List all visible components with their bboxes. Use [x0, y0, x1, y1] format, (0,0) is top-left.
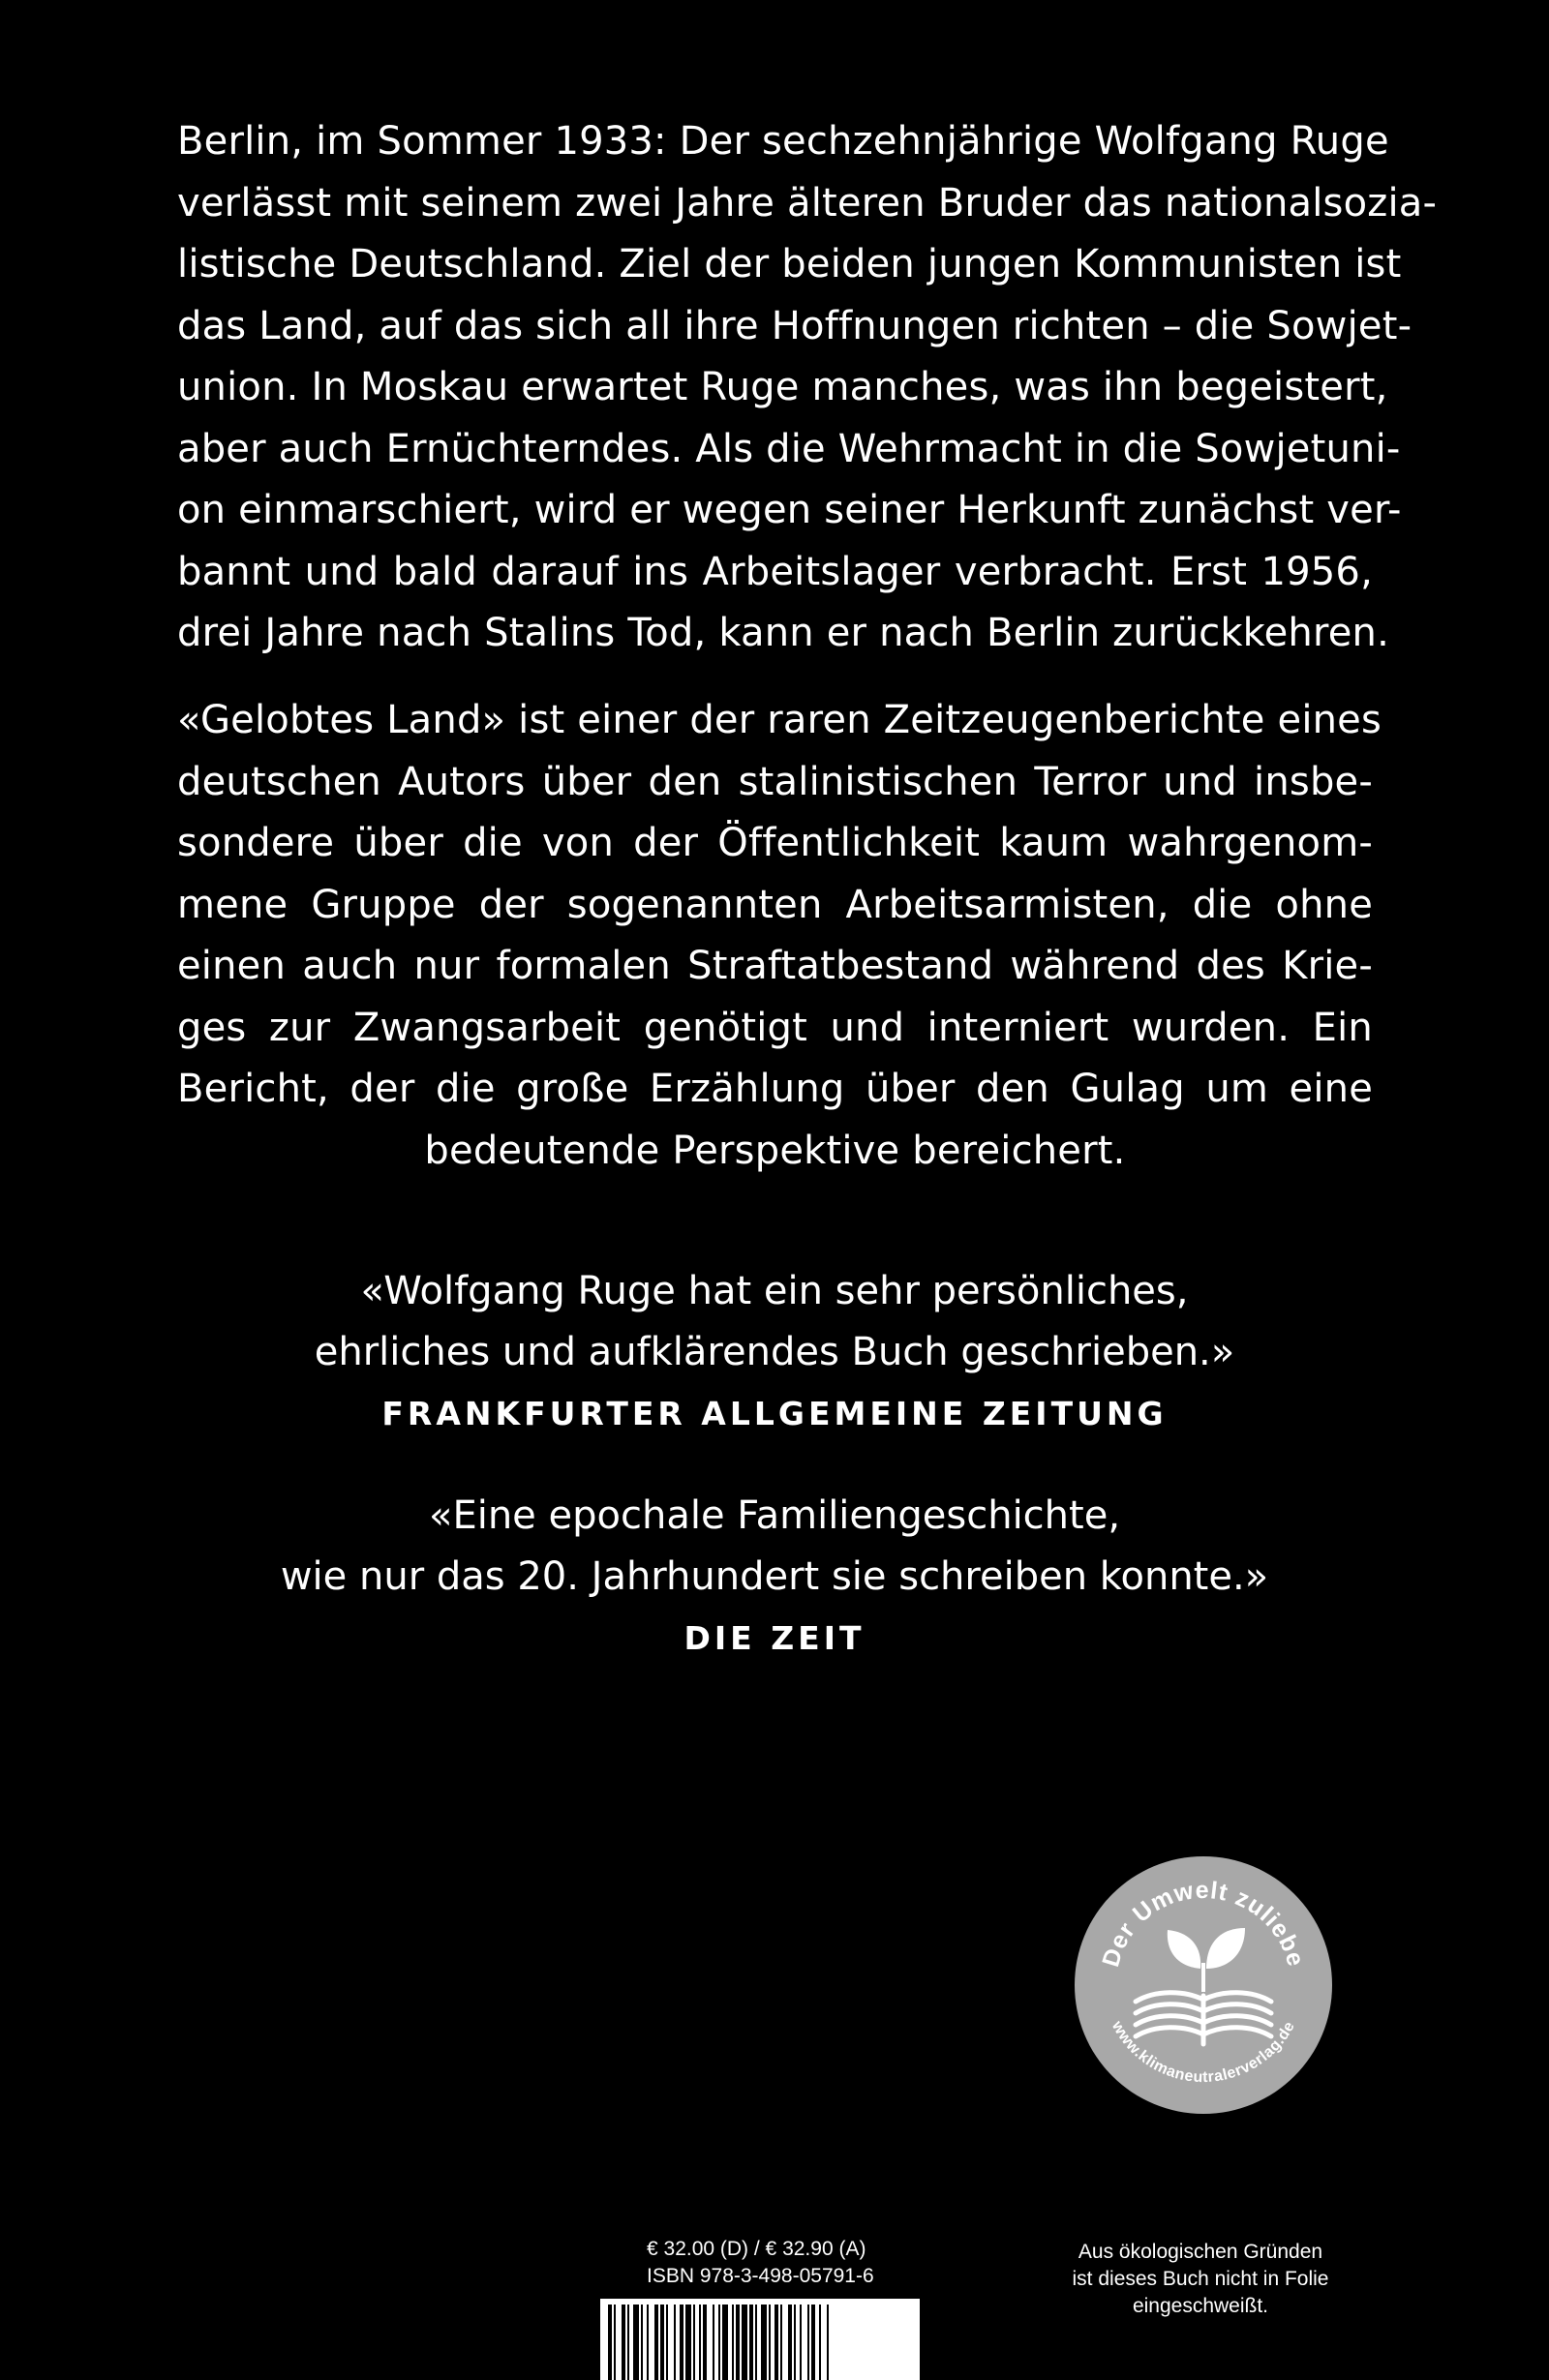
barcode-bar: [811, 2305, 815, 2380]
barcode-bar: [769, 2305, 771, 2380]
eco-seal: [1073, 1854, 1334, 2116]
barcode-bar: [732, 2305, 734, 2380]
text-line: bannt und bald darauf ins Arbeitslager verbracht. Erst 1956,: [177, 549, 1373, 594]
barcode-bar: [627, 2305, 629, 2380]
barcode-bar: [693, 2305, 695, 2380]
barcode-icon: [600, 2299, 920, 2380]
barcode-bar: [807, 2305, 809, 2380]
barcode-bar: [622, 2305, 625, 2380]
barcode-bar: [641, 2305, 643, 2380]
text-line: Bericht, der die große Erzählung über den Gulag um eine: [177, 1067, 1373, 1111]
press-quote-zeit: [0, 1486, 1549, 1666]
barcode-bar: [755, 2305, 757, 2380]
price-label: € 32.00 (D) / € 32.90 (A): [647, 2238, 866, 2260]
barcode-bar: [685, 2305, 691, 2380]
text-line: aber auch Ernüchterndes. Als die Wehrmacht in die Sowjetuni-: [177, 426, 1401, 471]
text-line: bedeutende Perspektive bereichert.: [424, 1128, 1126, 1173]
barcode-bar: [666, 2305, 668, 2380]
text-line: deutschen Autors über den stalinistischen Terror und insbe-: [177, 759, 1373, 804]
text-line: verlässt mit seinem zwei Jahre älteren Bruder das nationalsozia-: [177, 180, 1438, 226]
barcode-bar: [699, 2305, 701, 2380]
text-line: listische Deutschland. Ziel der beiden jungen Kommunisten ist: [177, 242, 1402, 286]
eco-note-line: eingeschweißt.: [1132, 2295, 1269, 2317]
text-line: on einmarschiert, wird er wegen seiner Herkunft zunächst ver-: [177, 488, 1402, 532]
price-isbn-block: [647, 2236, 874, 2290]
text-line: mene Gruppe der sogenannten Arbeitsarmisten, die ohne: [177, 882, 1373, 927]
description-paragraph-1: [177, 111, 1438, 665]
text-line: das Land, auf das sich all ihre Hoffnungen richten – die Sowjet-: [177, 303, 1412, 348]
barcode-bar: [794, 2305, 796, 2380]
description-paragraph-2: [177, 690, 1382, 1182]
text-line: ges zur Zwangsarbeit genötigt und interniert wurden. Ein: [177, 1005, 1373, 1050]
barcode-bar: [722, 2305, 728, 2380]
barcode-bar: [647, 2305, 649, 2380]
quote-line: ehrliches und aufklärendes Buch geschrieben.»: [314, 1330, 1235, 1374]
barcode-bar: [674, 2305, 676, 2380]
text-line: sondere über die von der Öffentlichkeit kaum wahrgenom-: [177, 821, 1373, 865]
barcode-bar: [749, 2305, 753, 2380]
quote-line: «Eine epochale Familiengeschichte,: [428, 1493, 1121, 1538]
barcode-bar: [713, 2305, 714, 2380]
barcode-bar: [827, 2305, 829, 2380]
barcode-bar: [742, 2305, 747, 2380]
barcode-bar: [654, 2305, 658, 2380]
barcode-bar: [633, 2305, 639, 2380]
text-line: «Gelobtes Land» ist einer der raren Zeitzeugenberichte eines: [177, 698, 1382, 742]
barcode-bar: [608, 2305, 612, 2380]
barcode-bar: [774, 2305, 778, 2380]
barcode-bar: [660, 2305, 664, 2380]
text-line: einen auch nur formalen Straftatbestand während des Krie-: [177, 944, 1373, 988]
eco-note-line: ist dieses Buch nicht in Folie: [1072, 2268, 1329, 2290]
isbn-label: ISBN 978-3-498-05791-6: [647, 2265, 874, 2287]
barcode-bar: [800, 2305, 802, 2380]
barcode-bar: [819, 2305, 821, 2380]
barcode-bar: [736, 2305, 740, 2380]
seal-top-text: Der Umwelt zuliebe: [1097, 1876, 1310, 1971]
text-line: drei Jahre nach Stalins Tod, kann er nach Berlin zurückkehren.: [177, 611, 1390, 655]
text-line: Berlin, im Sommer 1933: Der sechzehnjährige Wolfgang Ruge: [177, 119, 1389, 164]
quote-source: FRANKFURTER ALLGEMEINE ZEITUNG: [381, 1395, 1168, 1432]
barcode-bar: [703, 2305, 707, 2380]
barcode-bar: [680, 2305, 683, 2380]
barcode-bar: [614, 2305, 616, 2380]
barcode-bar: [780, 2305, 782, 2380]
barcode-bar: [718, 2305, 720, 2380]
eco-note-line: Aus ökologischen Gründen: [1078, 2241, 1323, 2263]
quote-line: «Wolfgang Ruge hat ein sehr persönliches,: [360, 1269, 1189, 1313]
quote-source: DIE ZEIT: [683, 1619, 866, 1657]
seal-bottom-text: www.klimaneutralerverlag.de: [1108, 2018, 1299, 2087]
eco-seal-icon: [1073, 1854, 1334, 2116]
barcode-bar: [761, 2305, 767, 2380]
text-line: union. In Moskau erwartet Ruge manches, was ihn begeistert,: [177, 365, 1388, 409]
eco-packaging-note: [1046, 2239, 1355, 2320]
quote-line: wie nur das 20. Jahrhundert sie schreiben konnte.»: [280, 1554, 1269, 1599]
barcode-bar: [788, 2305, 792, 2380]
press-quote-faz: [0, 1261, 1549, 1441]
